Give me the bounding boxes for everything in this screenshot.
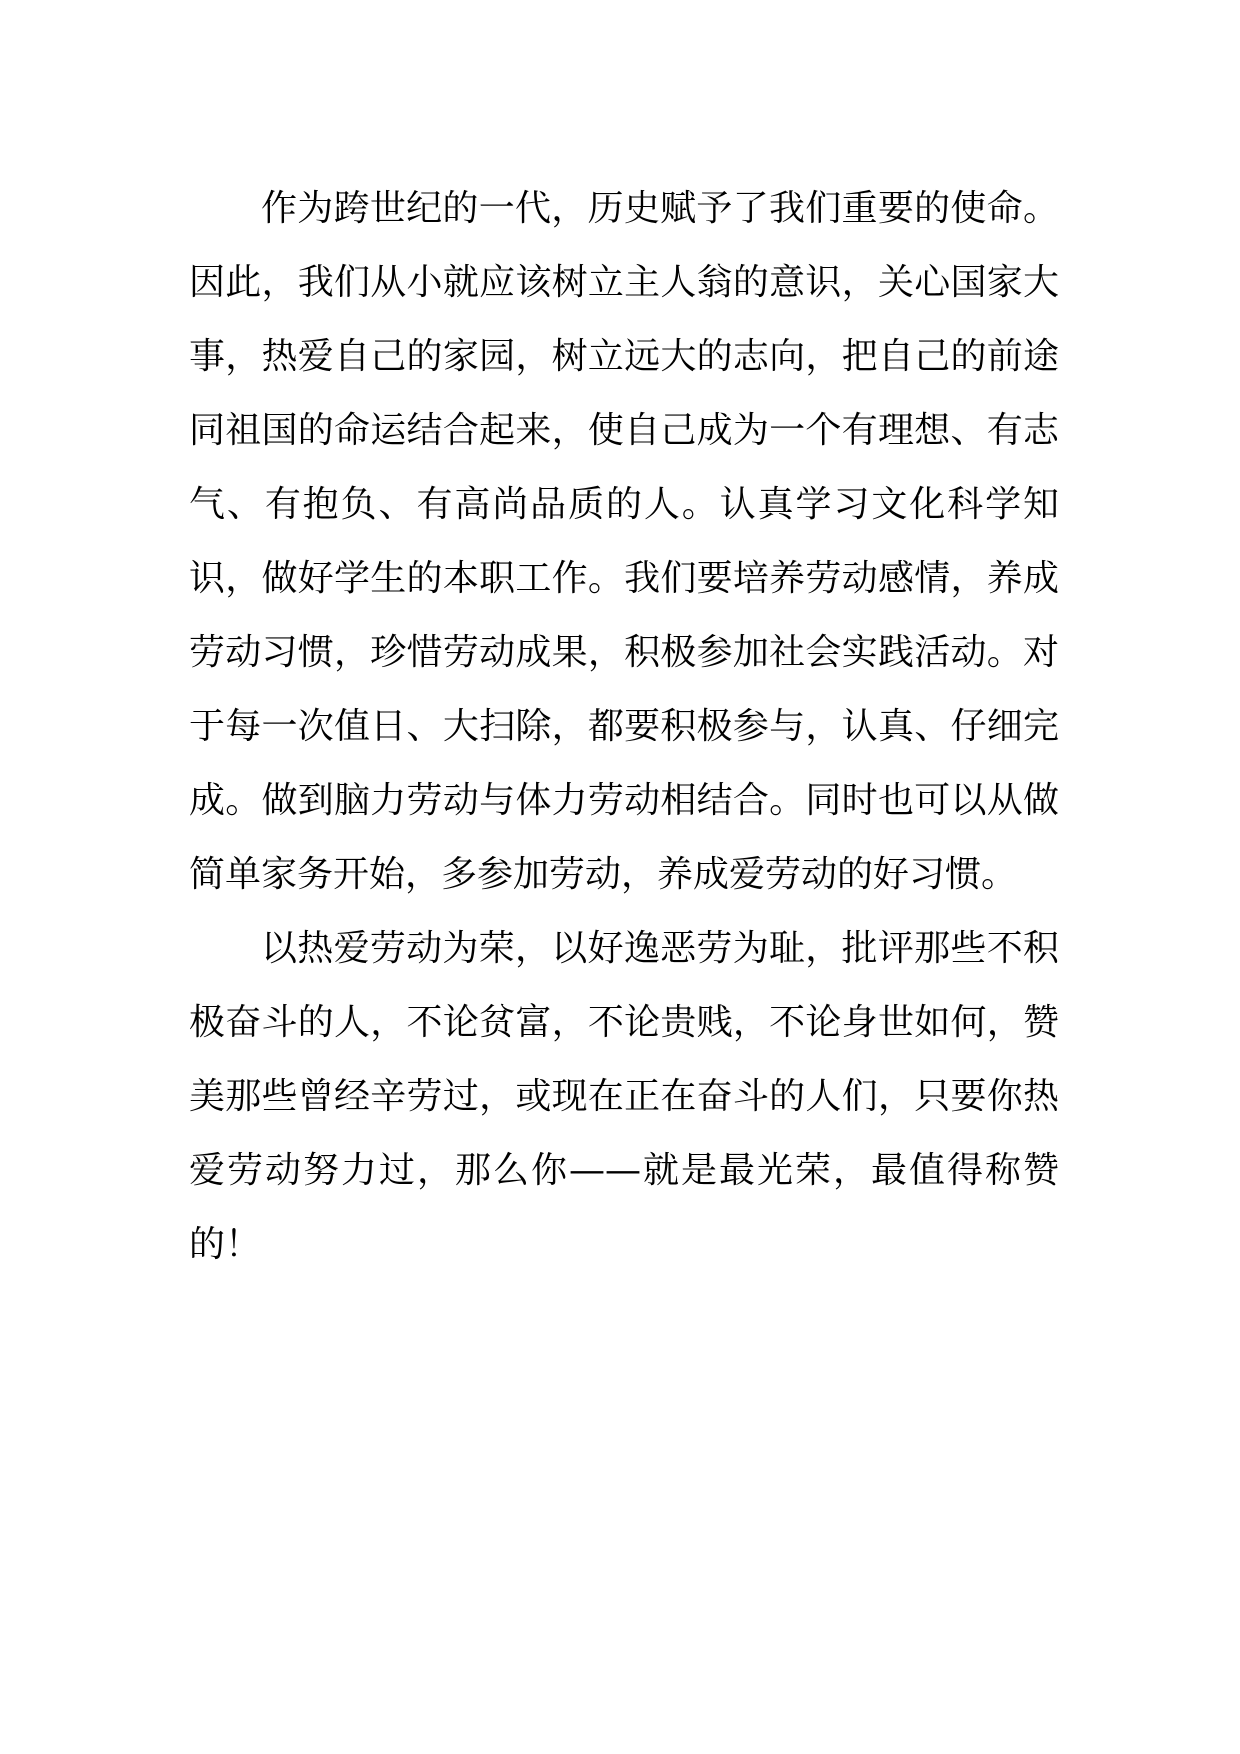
document-body [189, 172, 1059, 1282]
paragraph-1: 作为跨世纪的一代，历史赋予了我们重要的使命。因此，我们从小就应该树立主人翁的意识，关心国家大事，热爱自己的家园，树立远大的志向，把自己的前途同祖国的命运结合起来，使自己成为一个有理想、有志气、有抱负、有高尚品质的人。认真学习文化科学知识，做好学生的本职工作。我们要培养劳动感情，养成劳动习惯，珍惜劳动成果，积极参加社会实践活动。对于每一次值日、大扫除，都要积极参与，认真、仔细完成。做到脑力劳动与体力劳动相结合。同时也可以从做简单家务开始，多参加劳动，养成爱劳动的好习惯。 [189, 188, 1059, 895]
paragraph-2: 以热爱劳动为荣，以好逸恶劳为耻，批评那些不积极奋斗的人，不论贫富，不论贵贱，不论身世如何，赞美那些曾经辛劳过，或现在正在奋斗的人们，只要你热爱劳动努力过，那么你——就是最光荣，最值得称赞的！ [189, 928, 1059, 1265]
